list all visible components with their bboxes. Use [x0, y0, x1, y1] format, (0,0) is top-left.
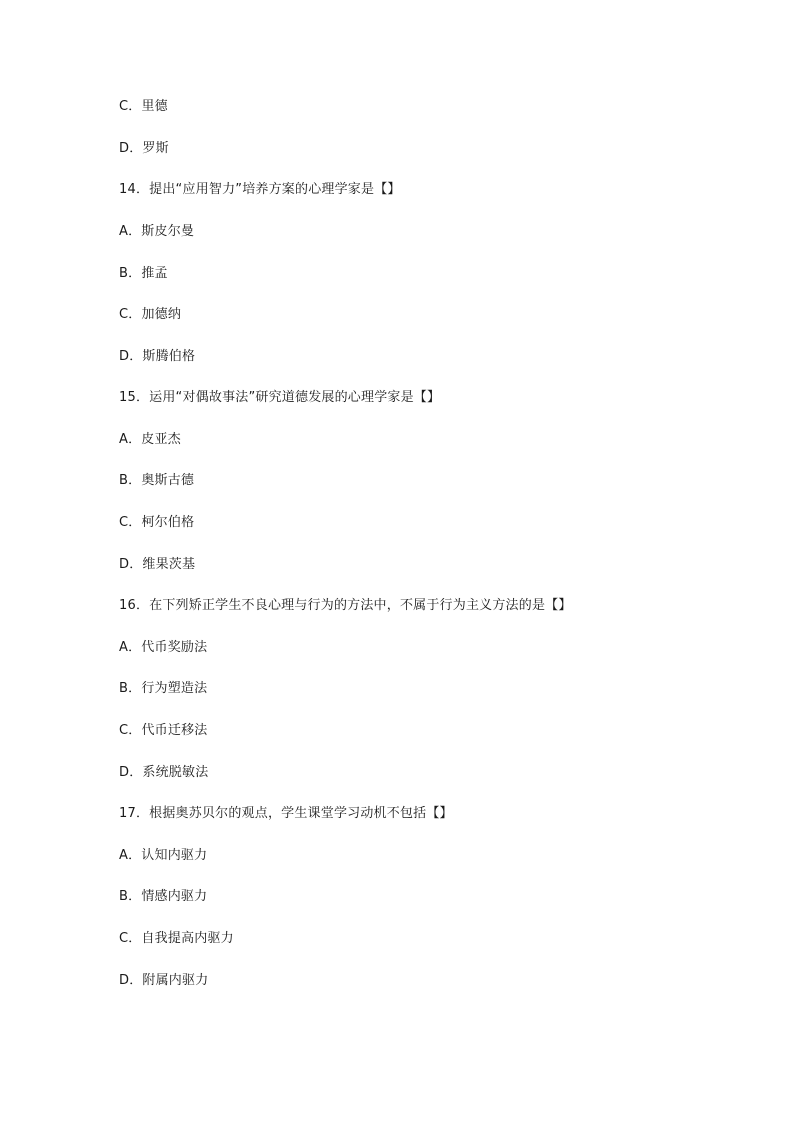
option-15-d: D．维果茨基 — [119, 557, 196, 572]
option-14-b: B．推孟 — [119, 266, 168, 281]
option-16-c: C．代币迁移法 — [119, 723, 208, 738]
option-15-c: C．柯尔伯格 — [119, 515, 195, 530]
question-17: 17．根据奥苏贝尔的观点，学生课堂学习动机不包括【】 — [119, 806, 453, 821]
option-16-b: B．行为塑造法 — [119, 681, 208, 696]
option-16-a: A．代币奖励法 — [119, 640, 208, 655]
option-17-d: D．附属内驱力 — [119, 973, 209, 988]
option-17-b: B．情感内驱力 — [119, 889, 208, 904]
option-16-d: D．系统脱敏法 — [119, 765, 209, 780]
option-14-d: D．斯腾伯格 — [119, 349, 196, 364]
question-14: 14．提出“应用智力”培养方案的心理学家是【】 — [119, 182, 401, 197]
question-15: 15．运用“对偶故事法”研究道德发展的心理学家是【】 — [119, 390, 441, 405]
option-14-c: C．加德纳 — [119, 307, 182, 322]
option-15-b: B．奥斯古德 — [119, 473, 195, 488]
question-16: 16．在下列矫正学生不良心理与行为的方法中，不属于行为主义方法的是【】 — [119, 598, 572, 613]
option-17-a: A．认知内驱力 — [119, 848, 208, 863]
option-14-a: A．斯皮尔曼 — [119, 224, 195, 239]
option-15-a: A．皮亚杰 — [119, 432, 181, 447]
option-13-c: C．里德 — [119, 99, 168, 114]
option-13-d: D．罗斯 — [119, 141, 169, 156]
option-17-c: C．自我提高内驱力 — [119, 931, 234, 946]
